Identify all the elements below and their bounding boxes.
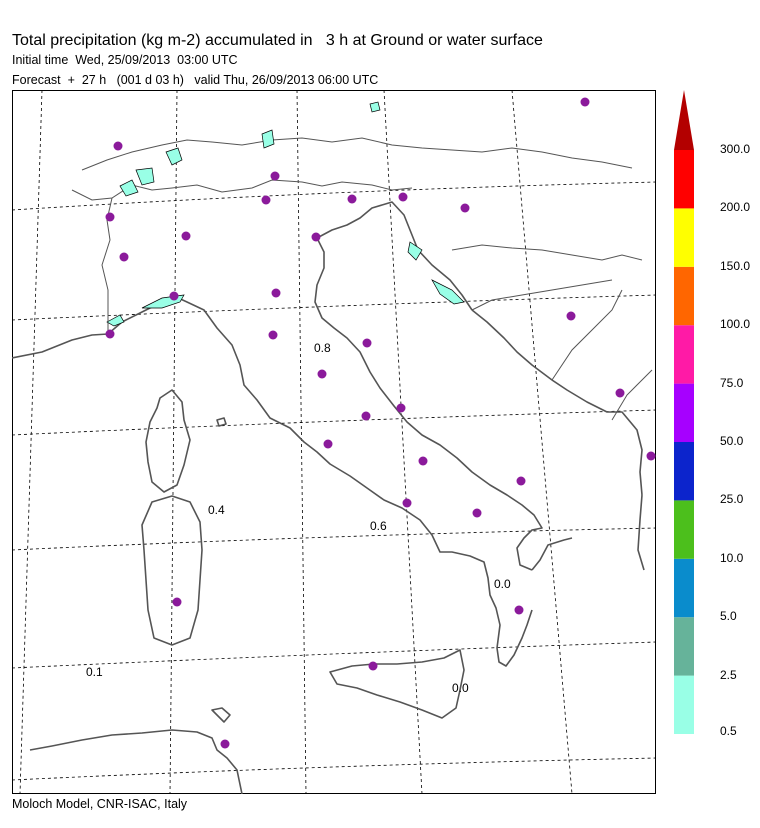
colorbar-box [674, 267, 694, 325]
station-dot [616, 389, 625, 398]
colorbar-box [674, 559, 694, 617]
colorbar-box [674, 150, 694, 208]
station-dot [269, 331, 278, 340]
colorbar-label: 300.0 [720, 142, 751, 156]
station-dot [318, 370, 327, 379]
contour-label: 0.6 [370, 519, 387, 533]
station-dot [173, 598, 182, 607]
colorbar-box [674, 617, 694, 675]
station-dot [567, 312, 576, 321]
colorbar-box [674, 676, 694, 734]
colorbar-label: 10.0 [720, 550, 744, 565]
precipitation-map [12, 90, 656, 794]
station-dot [399, 193, 408, 202]
colorbar-label: 150.0 [720, 258, 751, 273]
station-dot [120, 253, 129, 262]
station-dot [517, 477, 526, 486]
station-dot [419, 457, 428, 466]
colorbar-box [674, 325, 694, 383]
station-dot [647, 452, 656, 461]
station-dot [312, 233, 321, 242]
station-dot [272, 289, 281, 298]
station-dot [106, 330, 115, 339]
colorbar-label: 2.5 [720, 667, 737, 682]
colorbar-label: 25.0 [720, 492, 744, 507]
colorbar-box [674, 208, 694, 266]
colorbar-legend [660, 88, 710, 738]
map-title: Total precipitation (kg m-2) accumulated in 3 h at Ground or water surface [12, 32, 543, 49]
colorbar-box [674, 384, 694, 442]
station-dot [170, 292, 179, 301]
contour-label: 0.0 [494, 577, 511, 591]
station-dot [363, 339, 372, 348]
colorbar-label: 200.0 [720, 200, 751, 215]
station-dot [461, 204, 470, 213]
initial-time: Initial time Wed, 25/09/2013 03:00 UTC [12, 53, 238, 67]
map-frame [13, 91, 656, 794]
colorbar-label: 0.5 [720, 724, 737, 738]
contour-label: 0.1 [86, 665, 103, 679]
colorbar-box [674, 500, 694, 558]
station-dot [369, 662, 378, 671]
contour-label: 0.4 [208, 503, 225, 517]
station-dot [362, 412, 371, 421]
station-dot [114, 142, 123, 151]
station-dot [182, 232, 191, 241]
station-dot [581, 98, 590, 107]
station-dot [473, 509, 482, 518]
colorbar-label: 75.0 [720, 375, 744, 390]
station-dot [515, 606, 524, 615]
station-dot [397, 404, 406, 413]
colorbar-arrow [674, 90, 694, 150]
station-dot [271, 172, 280, 181]
contour-label: 0.8 [314, 341, 331, 355]
station-dot [221, 740, 230, 749]
station-dot [262, 196, 271, 205]
forecast-time: Forecast + 27 h (001 d 03 h) valid Thu, 26/09/2013 06:00 UTC [12, 73, 379, 87]
colorbar-label: 100.0 [720, 317, 751, 332]
contour-label: 0.0 [452, 681, 469, 695]
colorbar-label: 50.0 [720, 434, 744, 448]
colorbar-label: 5.0 [720, 609, 737, 624]
colorbar-box [674, 442, 694, 500]
station-dot [324, 440, 333, 449]
station-dot [403, 499, 412, 508]
footer-credit: Moloch Model, CNR-ISAC, Italy [12, 797, 188, 811]
station-dot [106, 213, 115, 222]
station-dot [348, 195, 357, 204]
